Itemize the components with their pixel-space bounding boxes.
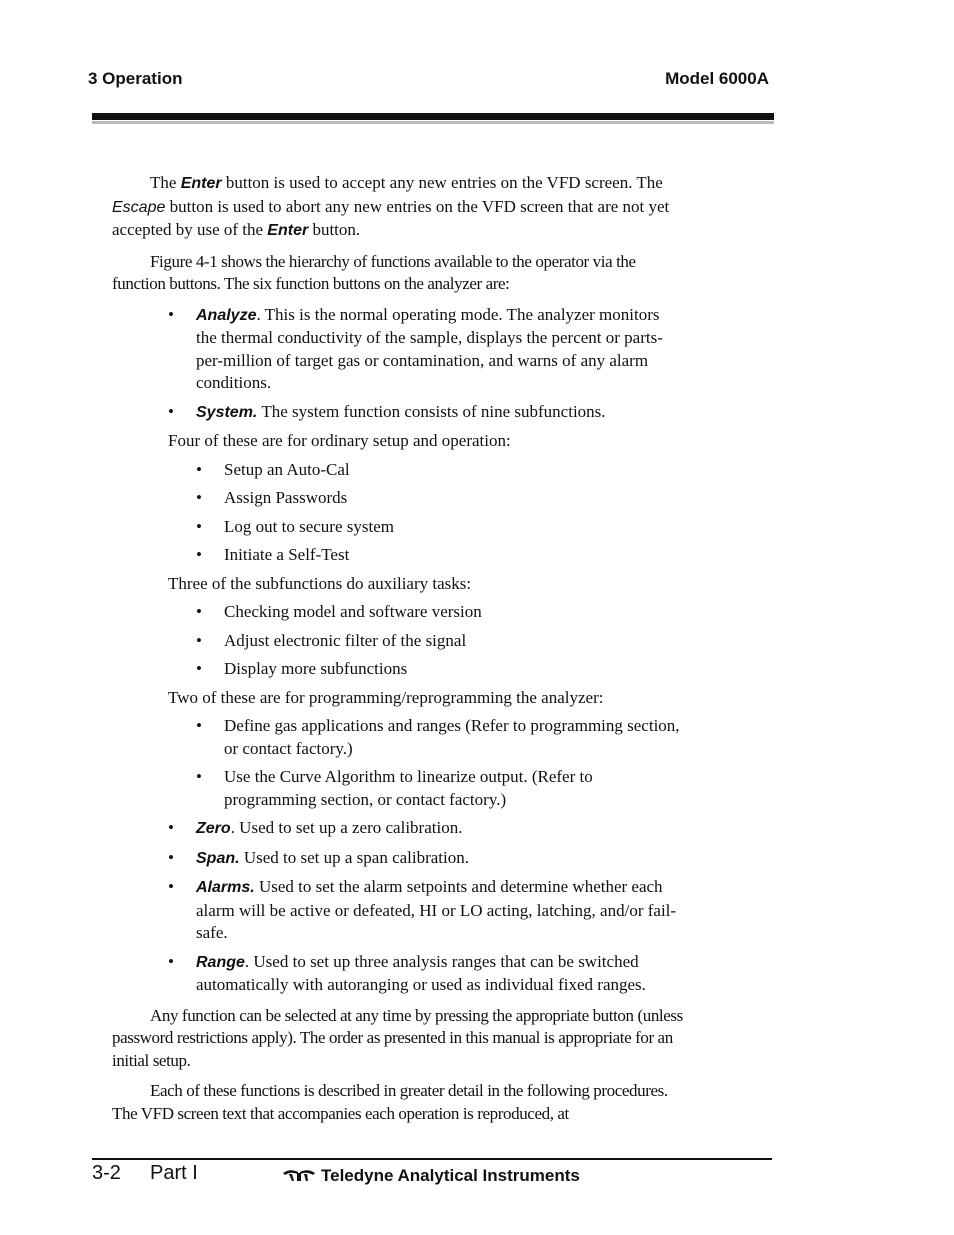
bullet-analyze — [112, 304, 684, 395]
header-rule-shadow — [92, 121, 774, 124]
item-text: Define gas applications and ranges (Refer to programming section, or contact factory.) — [224, 716, 680, 758]
list-item — [112, 766, 684, 811]
analyze-keyword: Analyze — [196, 306, 257, 324]
teledyne-logo-icon — [282, 1168, 316, 1182]
bullet-mark: • — [196, 659, 202, 678]
footer-rule — [92, 1158, 772, 1160]
enter-keyword: Enter — [267, 222, 309, 239]
four-intro: Four of these are for ordinary setup and operation: — [168, 431, 511, 450]
company-name: Teledyne Analytical Instruments — [321, 1166, 580, 1185]
bullet-mark: • — [196, 602, 202, 621]
paragraph-buttons — [112, 172, 684, 243]
bullet-mark: • — [168, 951, 174, 971]
alarms-keyword: Alarms. — [196, 879, 255, 896]
bullet-mark: • — [168, 401, 174, 421]
enter-keyword: Enter — [180, 175, 222, 192]
escape-keyword: Escape — [112, 198, 166, 216]
list-item — [112, 459, 684, 482]
header-rule — [92, 113, 774, 120]
list-item — [112, 516, 684, 539]
text: . Used to set up a zero calibration. — [230, 818, 463, 837]
bullet-mark: • — [196, 459, 202, 479]
bullet-mark: • — [196, 516, 202, 536]
text: The system function consists of nine subfunctions. — [257, 401, 606, 421]
bullet-mark: • — [196, 630, 202, 650]
bullet-mark: • — [196, 488, 202, 507]
section-title: 3 Operation — [88, 69, 183, 88]
list-item — [112, 715, 684, 760]
bullet-mark: • — [168, 818, 174, 837]
text: . This is the normal operating mode. The analyzer monitors the thermal conductivity of the sample, displays the percent or parts-per-million of target gas or contamination, and warns of any alarm conditions. — [196, 304, 663, 392]
text: Used to set up a span calibration. — [239, 847, 470, 867]
part-label: Part I — [150, 1162, 198, 1184]
item-text: Setup an Auto-Cal — [224, 459, 350, 479]
text: . Used to set up three analysis ranges that can be switched automatically with autoranging or used as individual fixed ranges. — [196, 951, 646, 994]
bullet-alarms — [112, 876, 684, 945]
bullet-mark: • — [168, 847, 174, 867]
paragraph-procedures: Each of these functions is described in greater detail in the following procedures. The VFD screen text that accompanies each operation is reproduced, at — [112, 1081, 668, 1123]
bullet-mark: • — [196, 545, 202, 564]
item-text: Checking model and software version — [224, 602, 482, 621]
list-item — [112, 658, 684, 681]
paragraph-hierarchy: Figure 4-1 shows the hierarchy of functions available to the operator via the function buttons. The six function buttons on the analyzer are: — [112, 251, 636, 293]
item-text: Log out to secure system — [224, 516, 394, 536]
text: button is used to accept any new entries on the VFD screen. The — [221, 173, 663, 192]
list-item — [112, 630, 684, 653]
model-name: Model 6000A — [665, 69, 769, 88]
item-text: Display more subfunctions — [224, 659, 408, 678]
bullet-range — [112, 951, 684, 997]
page-body — [112, 172, 684, 1133]
bullet-mark: • — [196, 767, 202, 786]
text: Used to set the alarm setpoints and determine whether each alarm will be active or defeated, HI or LO acting, latching, and/or fail-safe. — [196, 877, 677, 942]
bullet-span — [112, 847, 684, 871]
three-intro: Three of the subfunctions do auxiliary tasks: — [168, 573, 472, 593]
text: The — [150, 173, 181, 192]
bullet-system — [112, 401, 684, 425]
two-intro: Two of these are for programming/reprogramming the analyzer: — [168, 687, 604, 707]
item-text: Initiate a Self-Test — [224, 545, 350, 564]
item-text: Use the Curve Algorithm to linearize output. (Refer to programming section, or contact factory.) — [224, 767, 593, 809]
bullet-mark: • — [168, 304, 174, 324]
page-number: 3-2 — [92, 1162, 121, 1184]
text: button. — [308, 220, 361, 239]
paragraph-selection: Any function can be selected at any time by pressing the appropriate button (unless password restrictions apply). The order as presented in this manual is appropriate for an initial setup. — [112, 1005, 683, 1070]
list-item — [112, 601, 684, 624]
range-keyword: Range — [196, 953, 245, 971]
item-text: Adjust electronic filter of the signal — [224, 630, 467, 650]
span-keyword: Span. — [196, 849, 240, 867]
zero-keyword: Zero — [196, 820, 231, 837]
bullet-mark: • — [168, 877, 174, 896]
list-item — [112, 544, 684, 567]
item-text: Assign Passwords — [224, 488, 348, 507]
bullet-zero — [112, 817, 684, 841]
bullet-mark: • — [196, 716, 202, 735]
text: button is used to abort any new entries on the VFD screen that are not yet accepted by use of the — [112, 196, 670, 239]
system-keyword: System. — [196, 403, 258, 421]
list-item — [112, 487, 684, 510]
